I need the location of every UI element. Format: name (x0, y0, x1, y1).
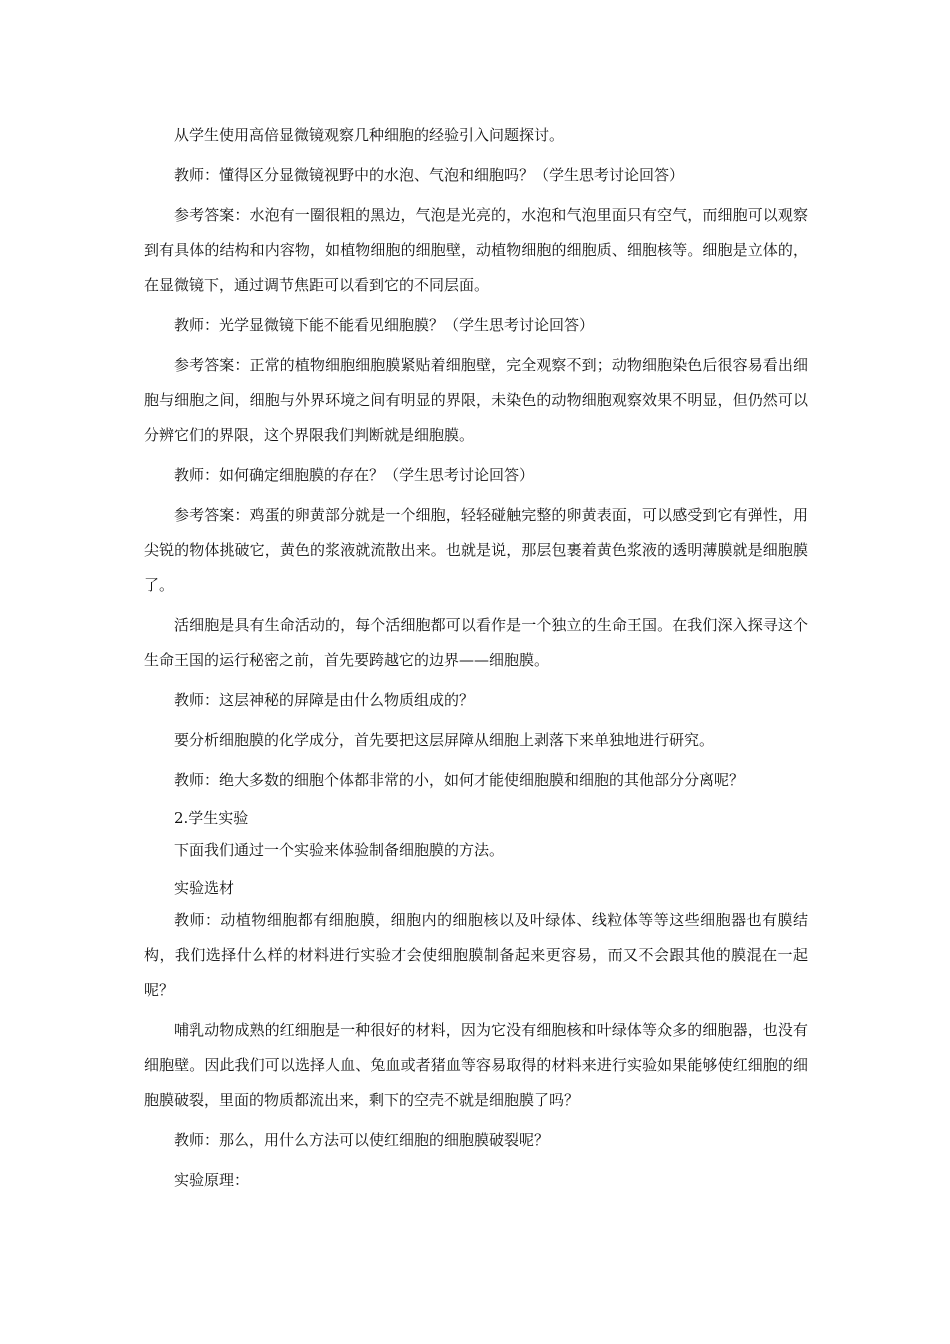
section-heading-material-selection: 实验选材 (174, 879, 235, 897)
paragraph-living-cell: 活细胞是具有生命活动的，每个活细胞都可以看作是一个独立的生命王国。在我们深入探寻这个生命王国的运行秘密之前，首先要跨越它的边界——细胞膜。 (144, 616, 808, 669)
paragraph-teacher-question-5: 教师：绝大多数的细胞个体都非常的小，如何才能使细胞膜和细胞的其他部分分离呢？ (174, 771, 745, 789)
paragraph-answer-2: 参考答案：正常的植物细胞细胞膜紧贴着细胞壁，完全观察不到；动物细胞染色后很容易看出细胞与细胞之间，细胞与外界环境之间有明显的界限，未染色的动物细胞观察效果不明显，但仍然可以分辨它们的界限，这个界限我们判断就是细胞膜。 (144, 356, 808, 444)
paragraph-answer-3: 参考答案：鸡蛋的卵黄部分就是一个细胞，轻轻碰触完整的卵黄表面，可以感受到它有弹性，用尖锐的物体挑破它，黄色的浆液就流散出来。也就是说，那层包裹着黄色浆液的透明薄膜就是细胞膜了。 (144, 506, 808, 594)
paragraph-analysis: 要分析细胞膜的化学成分，首先要把这层屏障从细胞上剥落下来单独地进行研究。 (174, 731, 715, 749)
section-heading-student-experiment: 2.学生实验 (174, 809, 249, 827)
paragraph-answer-1: 参考答案：水泡有一圈很粗的黑边，气泡是光亮的，水泡和气泡里面只有空气，而细胞可以观察到有具体的结构和内容物，如植物细胞的细胞壁，动植物细胞的细胞质、细胞核等。细胞是立体的，在显微镜下，通过调节焦距可以看到它的不同层面。 (144, 206, 808, 294)
section-heading-experiment-principle: 实验原理： (174, 1171, 250, 1189)
paragraph-teacher-question-6: 教师：动植物细胞都有细胞膜，细胞内的细胞核以及叶绿体、线粒体等等这些细胞器也有膜结构，我们选择什么样的材料进行实验才会使细胞膜制备起来更容易，而又不会跟其他的膜混在一起呢？ (144, 911, 808, 999)
paragraph-teacher-question-2: 教师：光学显微镜下能不能看见细胞膜？（学生思考讨论回答） (174, 316, 595, 334)
paragraph-red-blood-cell: 哺乳动物成熟的红细胞是一种很好的材料，因为它没有细胞核和叶绿体等众多的细胞器，也没有细胞壁。因此我们可以选择人血、兔血或者猪血等容易取得的材料来进行实验如果能够使红细胞的细胞膜破裂，里面的物质都流出来，剩下的空壳不就是细胞膜了吗？ (144, 1021, 808, 1109)
paragraph-teacher-question-1: 教师：懂得区分显微镜视野中的水泡、气泡和细胞吗？（学生思考讨论回答） (174, 166, 685, 184)
paragraph-experiment-intro: 下面我们通过一个实验来体验制备细胞膜的方法。 (174, 841, 505, 859)
paragraph-teacher-question-4: 教师：这层神秘的屏障是由什么物质组成的？ (174, 691, 475, 709)
paragraph-teacher-question-3: 教师：如何确定细胞膜的存在？（学生思考讨论回答） (174, 466, 535, 484)
paragraph-intro: 从学生使用高倍显微镜观察几种细胞的经验引入问题探讨。 (174, 126, 565, 144)
paragraph-teacher-question-7: 教师：那么，用什么方法可以使红细胞的细胞膜破裂呢？ (174, 1131, 550, 1149)
